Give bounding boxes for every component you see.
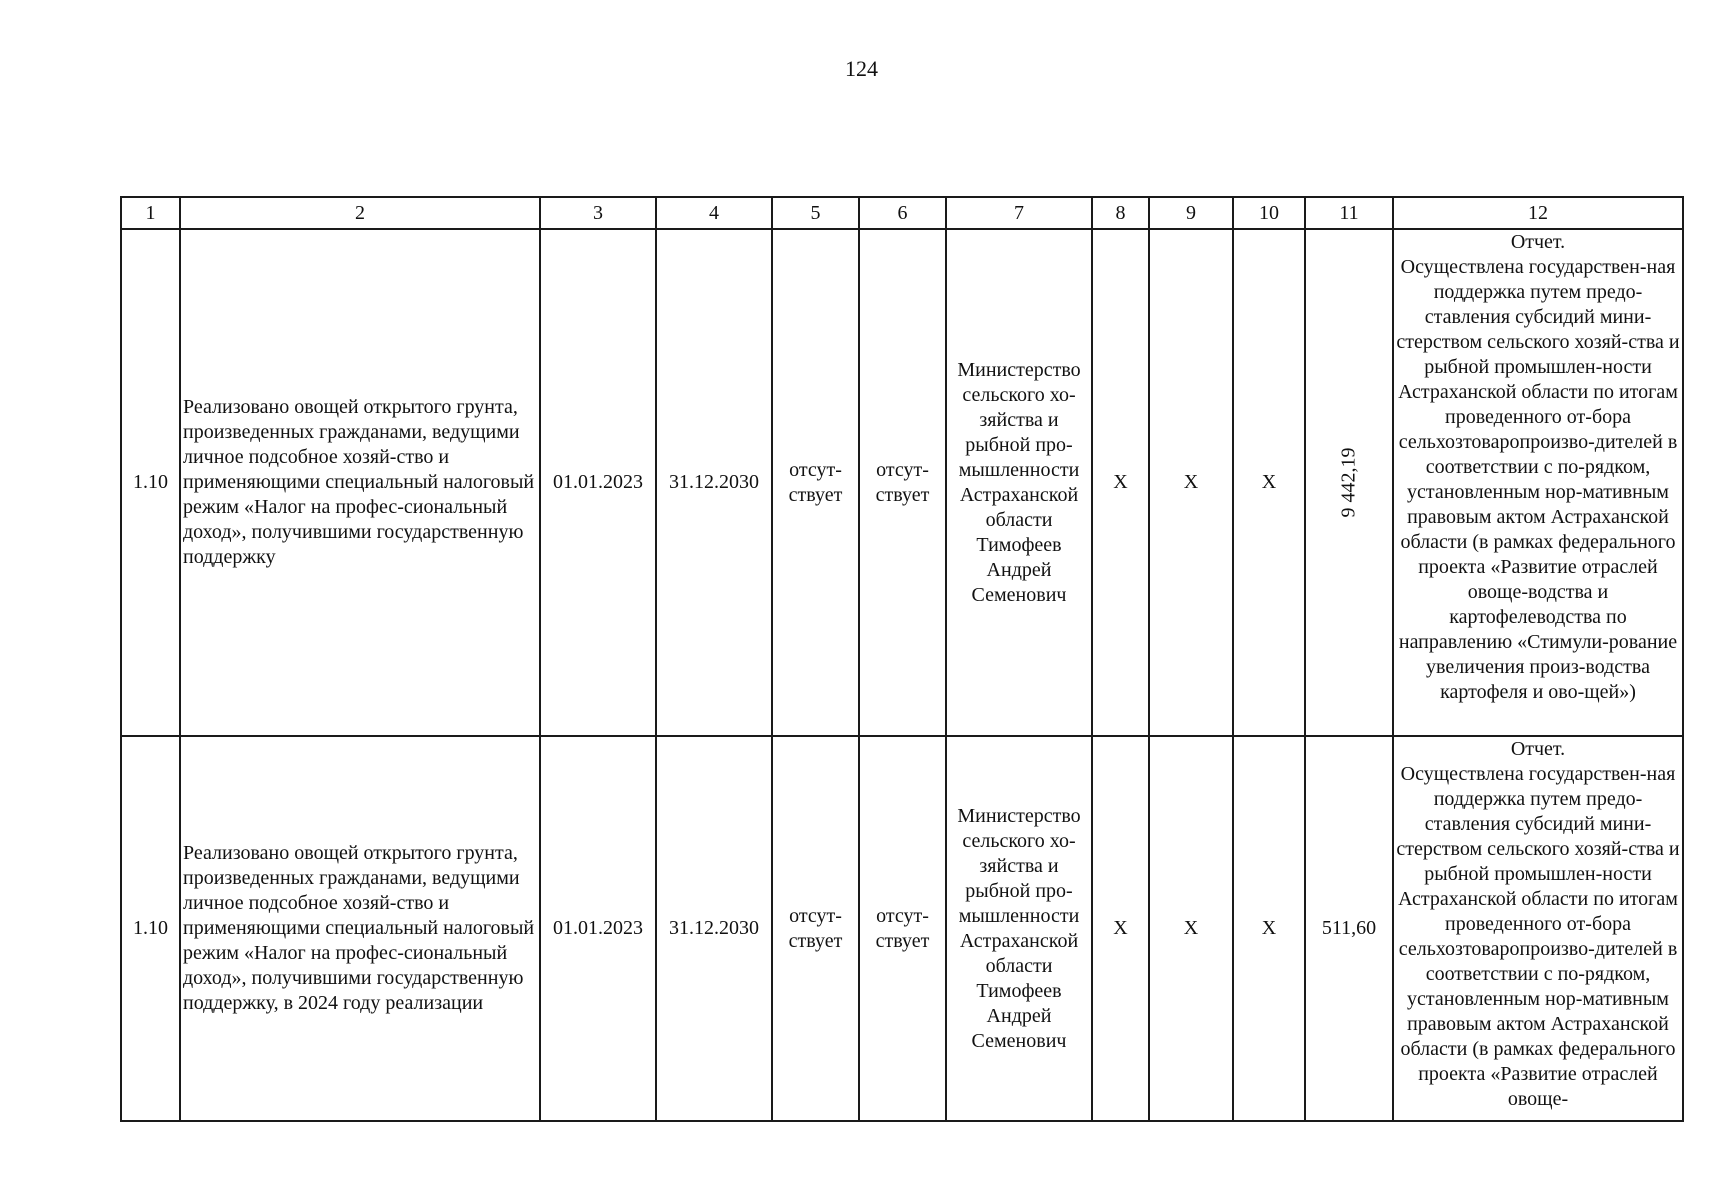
column-10-value: X xyxy=(1233,229,1305,736)
column-8-value: X xyxy=(1092,229,1149,736)
header-cell: 4 xyxy=(656,197,772,229)
report-text: Отчет. Осуществлена государствен-ная поддержка путем предо-ставления субсидий мини-стерством сельского хозяй-ства и рыбной промышлен-ности Астраханской области по итогам проведенного от-бора сельхозтоваропроизво-дителей в соответствии с по-рядком, установленным нор-мативным правовым актом Астраханской области (в рамках федерального проекта «Развитие отраслей овоще- xyxy=(1396,738,1680,1110)
row-number: 1.10 xyxy=(121,736,180,1121)
table-row xyxy=(121,736,1683,1121)
amount-value: 511,60 xyxy=(1305,736,1393,1121)
report-text: Отчет. Осуществлена государствен-ная поддержка путем предо-ставления субсидий мини-стерством сельского хозяй-ства и рыбной промышлен-ности Астраханской области по итогам проведенного от-бора сельхозтоваропроизво-дителей в соответствии с по-рядком, установленным нор-мативным правовым актом Астраханской области (в рамках федерального проекта «Развитие отраслей овоще-водства и картофелеводства по направлению «Стимули-рование увеличения произ-водства картофеля и ово-щей») xyxy=(1393,229,1683,736)
header-cell: 10 xyxy=(1233,197,1305,229)
header-cell: 5 xyxy=(772,197,859,229)
header-cell: 6 xyxy=(859,197,946,229)
end-date: 31.12.2030 xyxy=(656,229,772,736)
table-header-row xyxy=(121,197,1683,229)
column-6-value: отсут-ствует xyxy=(859,736,946,1121)
column-9-value: X xyxy=(1149,736,1233,1121)
amount-cell xyxy=(1305,229,1393,736)
header-cell: 9 xyxy=(1149,197,1233,229)
header-cell: 1 xyxy=(121,197,180,229)
report-text-cell xyxy=(1393,736,1683,1121)
row-number: 1.10 xyxy=(121,229,180,736)
column-5-value: отсут-ствует xyxy=(772,229,859,736)
column-8-value: X xyxy=(1092,736,1149,1121)
column-5-value: отсут-ствует xyxy=(772,736,859,1121)
column-10-value: X xyxy=(1233,736,1305,1121)
report-table xyxy=(120,196,1684,1122)
amount-value: 9 442,19 xyxy=(1337,447,1360,518)
responsible-executor: Министерство сельского хо-зяйства и рыбной про-мышленности Астраханской области Тимофеев Андрей Семенович xyxy=(946,736,1092,1121)
header-cell: 3 xyxy=(540,197,656,229)
column-9-value: X xyxy=(1149,229,1233,736)
header-cell: 7 xyxy=(946,197,1092,229)
responsible-executor: Министерство сельского хо-зяйства и рыбной про-мышленности Астраханской области Тимофеев Андрей Семенович xyxy=(946,229,1092,736)
header-cell: 12 xyxy=(1393,197,1683,229)
row-description: Реализовано овощей открытого грунта, произведенных гражданами, ведущими личное подсобное хозяй-ство и применяющими специальный налоговый режим «Налог на профес-сиональный доход», получившими государственную поддержку, в 2024 году реализации xyxy=(180,736,540,1121)
start-date: 01.01.2023 xyxy=(540,229,656,736)
header-cell: 2 xyxy=(180,197,540,229)
header-cell: 8 xyxy=(1092,197,1149,229)
row-description: Реализовано овощей открытого грунта, произведенных гражданами, ведущими личное подсобное хозяй-ство и применяющими специальный налоговый режим «Налог на профес-сиональный доход», получившими государственную поддержку xyxy=(180,229,540,736)
table-row xyxy=(121,229,1683,736)
page-number: 124 xyxy=(845,56,878,81)
end-date: 31.12.2030 xyxy=(656,736,772,1121)
column-6-value: отсут-ствует xyxy=(859,229,946,736)
start-date: 01.01.2023 xyxy=(540,736,656,1121)
header-cell: 11 xyxy=(1305,197,1393,229)
